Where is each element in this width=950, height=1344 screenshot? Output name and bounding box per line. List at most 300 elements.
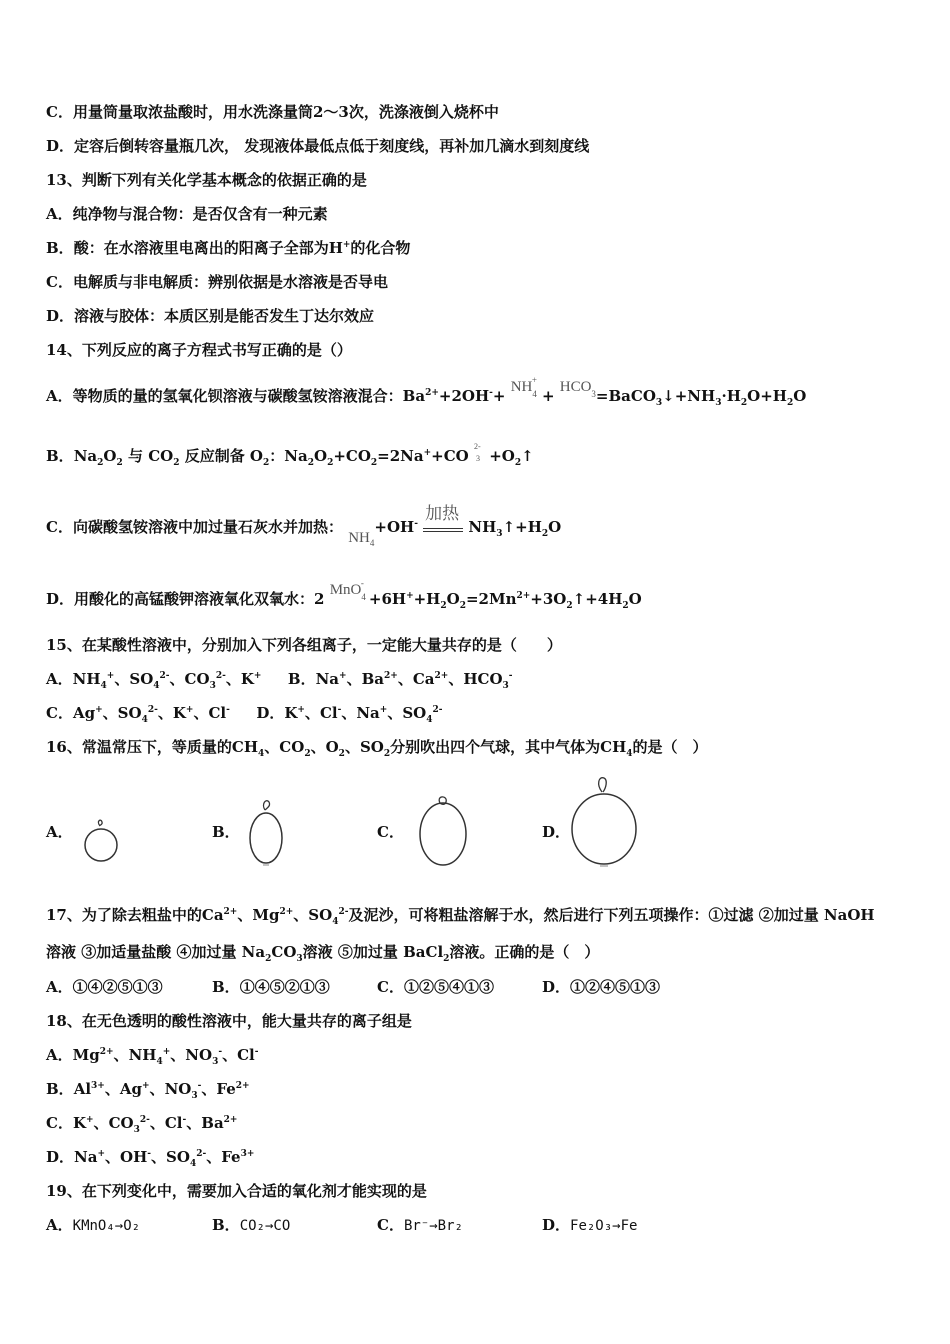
subscript: 3 xyxy=(133,1125,140,1135)
option-text: CO₂→CO xyxy=(239,1218,291,1234)
option-label: B． xyxy=(46,1080,74,1098)
option-label: D． xyxy=(46,590,75,608)
subscript: 3 xyxy=(191,1091,198,1101)
nh4-ion xyxy=(348,530,374,546)
subscript: 2 xyxy=(263,458,270,468)
superscript: + xyxy=(185,705,194,715)
eq-part: O xyxy=(548,518,562,536)
subscript: 2 xyxy=(304,749,311,759)
superscript: + xyxy=(406,591,414,601)
q15-stem: 15、在某酸性溶液中，分别加入下列各组离子，一定能大量共存的是（ ） xyxy=(46,636,562,654)
subscript: 2 xyxy=(116,458,123,468)
q15-row-ab xyxy=(46,669,513,689)
subscript: 4 xyxy=(156,1057,163,1067)
superscript: + xyxy=(97,1149,105,1159)
option-label: B． xyxy=(212,1216,240,1234)
subscript: 2 xyxy=(541,529,549,539)
subscript: 2 xyxy=(443,954,450,964)
subscript: 4 xyxy=(153,681,160,691)
superscript: + xyxy=(339,671,347,681)
q18-option-a xyxy=(46,1045,258,1065)
q15-option-c xyxy=(46,704,230,725)
q18-option-d xyxy=(46,1147,254,1167)
option-text: 等物质的量的氢氧化钡溶液与碳酸氢铵溶液混合： xyxy=(72,387,403,405)
q14-option-a xyxy=(46,375,807,408)
q13-option-a xyxy=(46,204,328,224)
option-text: 用量筒量取浓盐酸时，用水洗涤量筒2～3次，洗涤液倒入烧杯中 xyxy=(72,103,499,121)
ion: Ag xyxy=(119,1080,142,1098)
ion: Na xyxy=(74,1148,98,1166)
separator: 、 xyxy=(157,704,173,722)
superscript: + xyxy=(531,375,537,385)
ion: Cl xyxy=(208,704,227,722)
eq-part: O xyxy=(793,387,807,405)
separator: 、 xyxy=(102,704,118,722)
q14-option-d xyxy=(46,578,642,611)
q15-option-a xyxy=(46,670,262,691)
option-label: D． xyxy=(542,978,571,996)
q12-option-d xyxy=(46,136,589,156)
option-label: A． xyxy=(46,978,73,996)
q18-option-b xyxy=(46,1079,250,1099)
option-label: C． xyxy=(46,518,73,536)
superscript: 2- xyxy=(147,705,158,715)
ion: Na xyxy=(356,704,380,722)
subscript: 2 xyxy=(338,749,345,759)
stem-text: 的是（ ） xyxy=(632,738,708,756)
subscript: 4 xyxy=(258,749,265,759)
option-label: B． xyxy=(46,239,74,257)
q18-option-c xyxy=(46,1113,237,1133)
subscript: 2 xyxy=(370,458,378,468)
subscript: 2 xyxy=(786,398,794,408)
subscript: 3 xyxy=(502,681,509,691)
q19-option-c xyxy=(377,1215,463,1236)
subscript: 2 xyxy=(173,458,180,468)
eq-part: +H xyxy=(413,590,441,608)
ion: Al xyxy=(73,1080,92,1098)
superscript: 2+ xyxy=(425,388,439,398)
superscript: - xyxy=(182,1115,187,1125)
superscript: 2+ xyxy=(279,907,294,917)
eq-part: Na xyxy=(73,447,98,465)
q15-row-cd xyxy=(46,703,443,723)
separator: 、 xyxy=(114,670,130,688)
subscript: 3 xyxy=(209,681,216,691)
separator: 、 xyxy=(397,670,413,688)
option-label: A． xyxy=(46,670,73,688)
option-label: C． xyxy=(46,704,73,722)
ion: CO xyxy=(108,1114,134,1132)
eq-part: O xyxy=(446,590,460,608)
q12-option-c xyxy=(46,102,499,122)
mno4-ion xyxy=(329,578,369,602)
ion: Ba xyxy=(361,670,384,688)
option-label: B． xyxy=(287,670,316,688)
ion: K xyxy=(284,704,298,722)
subscript: 2 xyxy=(566,601,573,611)
superscript: + xyxy=(95,705,103,715)
subscript: 3 xyxy=(496,529,503,539)
separator: 、 xyxy=(346,670,362,688)
ion: HCO xyxy=(463,670,503,688)
separator: 、 xyxy=(93,1114,109,1132)
superscript: + xyxy=(142,1081,150,1091)
formula: CH xyxy=(231,738,259,756)
ion: Ag xyxy=(72,704,96,722)
stem-text: 溶液 ⑤加过量 xyxy=(302,943,404,961)
subscript: 3 xyxy=(296,954,303,964)
eq-part: CO xyxy=(148,447,174,465)
subscript: 2 xyxy=(97,458,104,468)
q16-option-c-label: C． xyxy=(377,823,404,841)
subscript: 4 xyxy=(369,538,375,548)
eq-part: ↓+NH xyxy=(662,387,716,405)
subscript: 4 xyxy=(426,715,433,725)
eq-part: ↑+H xyxy=(502,518,542,536)
ion-text: MnO xyxy=(329,582,362,598)
separator: 、 xyxy=(105,1148,121,1166)
ion: Fe xyxy=(216,1080,236,1098)
superscript: 2- xyxy=(196,1149,207,1159)
formula: CO xyxy=(279,738,305,756)
separator: 、 xyxy=(201,1080,217,1098)
q17-stem-line1 xyxy=(46,905,875,925)
ion: Ca xyxy=(201,906,224,924)
separator: 、 xyxy=(293,906,309,924)
subscript: 4 xyxy=(332,917,339,927)
superscript: - xyxy=(337,705,342,715)
separator: 、 xyxy=(448,670,464,688)
superscript: + xyxy=(106,671,115,681)
q16-option-d-label: D． xyxy=(542,823,571,841)
eq-part: O xyxy=(249,447,263,465)
ion: Cl xyxy=(164,1114,183,1132)
subscript: 4 xyxy=(189,1159,197,1169)
ion: K xyxy=(72,1114,86,1132)
q18-stem: 18、在无色透明的酸性溶液中，能大量共存的离子组是 xyxy=(46,1012,412,1030)
eq-part: O+H xyxy=(747,387,787,405)
q19-stem: 19、在下列变化中，需要加入合适的氧化剂才能实现的是 xyxy=(46,1182,427,1200)
separator: 、 xyxy=(193,704,209,722)
formula: O xyxy=(325,738,339,756)
balloon-c-icon xyxy=(414,790,474,870)
option-label: C． xyxy=(377,1216,404,1234)
eq-part: ↑+4H xyxy=(572,590,623,608)
superscript: 2- xyxy=(139,1115,150,1125)
subscript: 3 xyxy=(655,398,663,408)
ion-text: NH xyxy=(510,379,533,395)
superscript: 2+ xyxy=(223,1115,238,1125)
balloon-b-icon xyxy=(244,794,290,870)
eq-part: =2Na xyxy=(377,447,424,465)
ion: NH xyxy=(72,670,101,688)
q16-option-a-label: A． xyxy=(46,823,73,841)
eq-part: 反应制备 xyxy=(179,447,250,465)
option-label: D． xyxy=(542,1216,571,1234)
ion: Fe xyxy=(221,1148,241,1166)
option-label: B． xyxy=(212,978,240,996)
superscript: 3+ xyxy=(240,1149,255,1159)
formula: CH xyxy=(600,738,627,756)
option-label: D． xyxy=(256,704,285,722)
superscript: 2+ xyxy=(99,1047,114,1057)
superscript: 3+ xyxy=(91,1081,105,1091)
separator: 、 xyxy=(341,704,357,722)
eq-part: + xyxy=(492,387,506,405)
separator: 、 xyxy=(344,738,360,756)
eq-part: O xyxy=(628,590,642,608)
q17-option-b xyxy=(212,977,330,997)
balloon-a-icon xyxy=(80,812,124,868)
ion: NO xyxy=(164,1080,192,1098)
stem-text: 及泥沙，可将粗盐溶解于水，然后进行下列五项操作：①过滤 ②加过量 NaOH xyxy=(348,906,875,924)
superscript: 2+ xyxy=(434,671,449,681)
q14-stem: 14、下列反应的离子方程式书写正确的是（） xyxy=(46,341,352,359)
eq-part: ·H xyxy=(721,387,741,405)
option-text: 溶液与胶体：本质区别是能否发生丁达尔效应 xyxy=(74,307,375,325)
subscript: 4 xyxy=(100,681,107,691)
option-text: 定容后倒转容量瓶几次， 发现液体最低点低于刻度线，再补加几滴水到刻度线 xyxy=(74,137,590,155)
formula: BaCl xyxy=(403,943,444,961)
separator: 、 xyxy=(237,906,253,924)
superscript: - xyxy=(414,519,418,529)
option-text: 酸：在水溶液里电离出的阳离子全部为H xyxy=(73,239,343,257)
eq-part: 与 xyxy=(122,447,149,465)
separator: 、 xyxy=(222,1046,238,1064)
subscript: 2 xyxy=(622,601,629,611)
subscript: 3 xyxy=(212,1057,219,1067)
subscript: 4 xyxy=(361,592,366,602)
option-label: C． xyxy=(377,978,404,996)
ion: SO xyxy=(402,704,427,722)
q17-stem-line2 xyxy=(46,942,599,962)
separator: 、 xyxy=(113,1046,129,1064)
superscript: - xyxy=(147,1149,152,1159)
eq-part: +3O xyxy=(530,590,567,608)
q17-option-d xyxy=(542,977,660,997)
stem-text: 16、常温常压下，等质量的 xyxy=(46,738,232,756)
separator: 、 xyxy=(225,670,241,688)
separator: 、 xyxy=(387,704,403,722)
eq-part: +OH xyxy=(374,518,415,536)
superscript: 2- xyxy=(432,705,443,715)
option-text: 纯净物与混合物：是否仅含有一种元素 xyxy=(72,205,328,223)
option-text: ①②⑤④①③ xyxy=(403,978,494,996)
superscript: - xyxy=(197,1081,202,1091)
formula: SO xyxy=(359,738,384,756)
option-label: C． xyxy=(46,1114,73,1132)
subscript: 4 xyxy=(141,715,148,725)
eq-part: + xyxy=(541,387,555,405)
superscript: + xyxy=(253,671,262,681)
q13-option-d xyxy=(46,306,374,326)
ion: SO xyxy=(129,670,154,688)
option-label: D． xyxy=(46,307,75,325)
ion: Ca xyxy=(412,670,435,688)
superscript: 2+ xyxy=(516,591,531,601)
subscript: 2 xyxy=(383,749,391,759)
ion: Cl xyxy=(319,704,338,722)
ion: SO xyxy=(117,704,142,722)
subscript: 3 xyxy=(715,398,722,408)
subscript: 3 xyxy=(591,389,596,399)
separator: 、 xyxy=(149,1080,165,1098)
separator: 、 xyxy=(170,1046,186,1064)
eq-part: +2OH xyxy=(438,387,490,405)
superscript: - xyxy=(360,578,364,588)
option-text: 用酸化的高锰酸钾溶液氧化双氧水： xyxy=(74,590,315,608)
ion: OH xyxy=(120,1148,148,1166)
ion: SO xyxy=(308,906,333,924)
formula: Na xyxy=(241,943,266,961)
option-label: A． xyxy=(46,1046,73,1064)
eq-part: Ba xyxy=(402,387,426,405)
superscript: + xyxy=(423,448,432,458)
option-text: ①②④⑤①③ xyxy=(570,978,661,996)
option-label: A． xyxy=(46,1216,73,1234)
superscript: + xyxy=(86,1115,94,1125)
stem-text: 17、为了除去粗盐中的 xyxy=(46,906,202,924)
heat-label: 加热 xyxy=(425,504,460,523)
ion-text: NH xyxy=(348,530,370,546)
subscript: 2 xyxy=(307,458,314,468)
superscript: - xyxy=(489,388,493,398)
eq-part: =2Mn xyxy=(465,590,517,608)
option-text: ①④⑤②①③ xyxy=(239,978,330,996)
ion: SO xyxy=(166,1148,190,1166)
q15-option-b xyxy=(287,670,513,691)
superscript: 2- xyxy=(215,671,226,681)
nh4-ion xyxy=(510,375,542,399)
option-text: 电解质与非电解质：辨别依据是水溶液是否导电 xyxy=(72,273,388,291)
superscript: - xyxy=(254,1047,259,1057)
superscript: 2+ xyxy=(223,907,238,917)
separator: 、 xyxy=(104,1080,120,1098)
option-text: Fe₂O₃→Fe xyxy=(570,1218,638,1234)
separator: 、 xyxy=(264,738,280,756)
ion: Mg xyxy=(252,906,280,924)
separator: 、 xyxy=(149,1114,165,1132)
eq-part: ↑ xyxy=(521,447,534,465)
separator: 、 xyxy=(169,670,185,688)
subscript: 2 xyxy=(327,458,334,468)
separator: 、 xyxy=(310,738,326,756)
option-label: C． xyxy=(46,273,73,291)
q16-option-b-label: B． xyxy=(212,823,240,841)
hco3-ion xyxy=(559,379,596,399)
superscript: 2+ xyxy=(384,671,398,681)
superscript: 2+ xyxy=(235,1081,250,1091)
q17-option-c xyxy=(377,977,494,997)
stem-text: 溶液。正确的是（ ） xyxy=(449,943,600,961)
q16-stem xyxy=(46,737,708,757)
ion: NO xyxy=(185,1046,213,1064)
q19-option-a xyxy=(46,1215,140,1236)
q19-option-b xyxy=(212,1215,290,1236)
ion: CO xyxy=(184,670,210,688)
subscript: 2 xyxy=(459,601,466,611)
option-label: A． xyxy=(46,205,73,223)
ion: K xyxy=(172,704,186,722)
separator: 、 xyxy=(151,1148,167,1166)
eq-part: NH xyxy=(468,518,497,536)
option-label: D． xyxy=(46,137,75,155)
q17-option-a xyxy=(46,977,163,997)
eq-part: +CO xyxy=(333,447,371,465)
separator: 、 xyxy=(186,1114,202,1132)
q14-option-b xyxy=(46,442,534,468)
ion: NH xyxy=(128,1046,157,1064)
superscript: + xyxy=(297,705,305,715)
ion: Mg xyxy=(72,1046,100,1064)
separator: 、 xyxy=(206,1148,222,1166)
superscript: - xyxy=(508,671,513,681)
equal-bar xyxy=(423,528,463,532)
eq-part: ： xyxy=(269,447,285,465)
superscript: 2- xyxy=(159,671,170,681)
eq-part: +6H xyxy=(368,590,407,608)
superscript: 2- xyxy=(473,442,481,451)
superscript: - xyxy=(218,1047,223,1057)
subscript: 4 xyxy=(626,749,633,759)
option-label: A． xyxy=(46,387,73,405)
eq-part: +CO xyxy=(431,447,469,465)
subscript: 2 xyxy=(440,601,447,611)
option-text: KMnO₄→O₂ xyxy=(72,1218,141,1234)
eq-part: +O xyxy=(483,447,515,465)
superscript: + xyxy=(379,705,388,715)
ion: Na xyxy=(315,670,340,688)
subscript: 2 xyxy=(740,398,748,408)
q14-option-c xyxy=(46,504,562,548)
formula: CO xyxy=(271,943,297,961)
subscript: 2 xyxy=(514,458,522,468)
stem-text: 分别吹出四个气球，其中气体为 xyxy=(390,738,601,756)
subscript: 2 xyxy=(265,954,272,964)
option-label: D． xyxy=(46,1148,75,1166)
superscript: 2- xyxy=(338,907,349,917)
option-text: 向碳酸氢铵溶液中加过量石灰水并加热： xyxy=(72,518,343,536)
ion-text: HCO xyxy=(559,379,592,395)
subscript: 4 xyxy=(532,389,537,399)
balloon-d-icon xyxy=(566,774,644,870)
q19-option-d xyxy=(542,1215,637,1236)
q13-stem: 13、判断下列有关化学基本概念的依据正确的是 xyxy=(46,171,367,189)
q15-option-d xyxy=(256,704,443,725)
ion: Ba xyxy=(201,1114,224,1132)
option-label: B． xyxy=(46,447,74,465)
eq-part: =BaCO xyxy=(595,387,656,405)
q13-option-b xyxy=(46,238,410,258)
option-label: C． xyxy=(46,103,73,121)
eq-part: 2 xyxy=(314,590,325,608)
superscript: + xyxy=(162,1047,171,1057)
q13-option-c xyxy=(46,272,388,292)
option-text: 的化合物 xyxy=(350,239,411,257)
option-text: ①④②⑤①③ xyxy=(72,978,163,996)
eq-part: O xyxy=(313,447,328,465)
stem-text: 溶液 ③加适量盐酸 ④加过量 xyxy=(46,943,242,961)
superscript: - xyxy=(226,705,230,715)
superscript: + xyxy=(342,240,351,250)
subscript: 3 xyxy=(475,454,480,463)
eq-part: Na xyxy=(284,447,308,465)
separator: 、 xyxy=(304,704,320,722)
option-text: Br⁻→Br₂ xyxy=(403,1218,463,1234)
ion: Cl xyxy=(237,1046,255,1064)
eq-part: O xyxy=(103,447,117,465)
